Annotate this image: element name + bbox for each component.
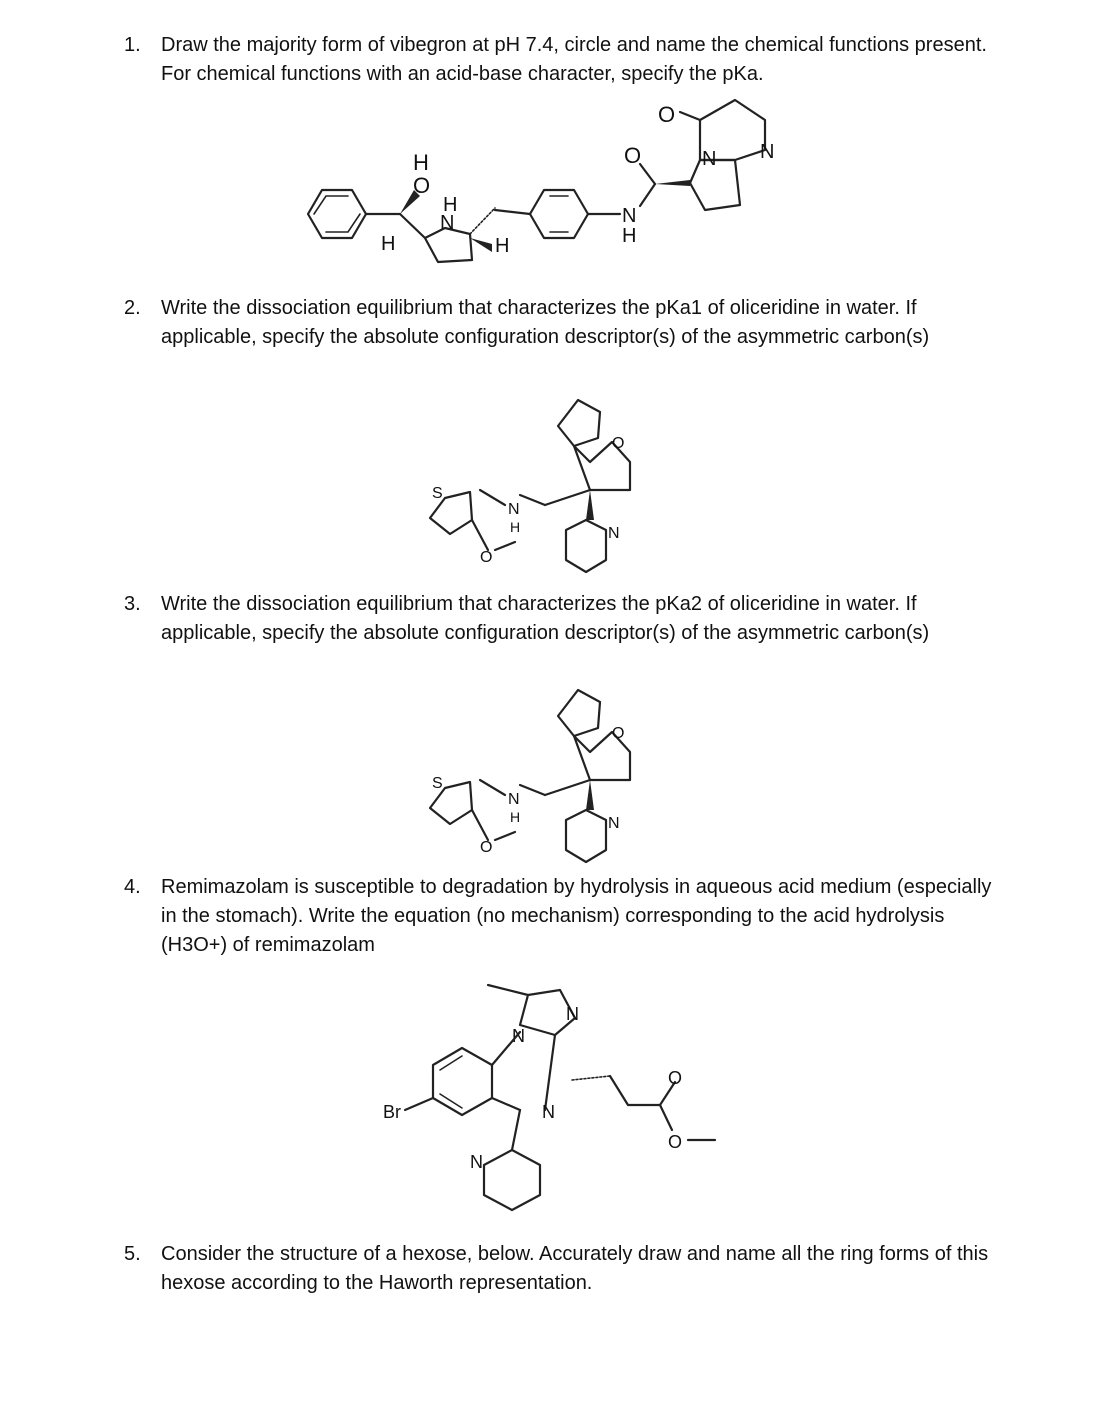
atom-N: N <box>622 205 637 227</box>
atom-N: N <box>542 1102 555 1122</box>
question-number: 2. <box>124 297 141 319</box>
atom-N: N <box>608 525 620 542</box>
question-text: Draw the majority form of vibegron at pH 7.4, circle and name the chemical functions present. For chemical functions with an acid-base character, specify the pKa. <box>161 34 987 85</box>
remimazolam-structure <box>0 970 1097 1230</box>
question-text: Write the dissociation equilibrium that characterizes the pKa1 of oliceridine in water. If applicable, specify the absolute configuration descriptor(s) of the asymmetric carbon(s) <box>161 297 930 348</box>
oliceridine-structure-2 <box>0 680 1097 880</box>
atom-N: N <box>702 148 717 170</box>
question-4 <box>124 873 994 960</box>
atom-O: O <box>612 435 625 452</box>
atom-S: S <box>432 775 443 792</box>
atom-N: N <box>440 212 455 234</box>
atom-N: N <box>508 791 520 808</box>
question-text: Write the dissociation equilibrium that characterizes the pKa2 of oliceridine in water. If applicable, specify the absolute configuration descriptor(s) of the asymmetric carbon(s) <box>161 593 930 644</box>
atom-N: N <box>512 1026 525 1046</box>
question-3 <box>124 590 994 648</box>
atom-H: H <box>495 235 510 257</box>
question-text: Remimazolam is susceptible to degradation by hydrolysis in aqueous acid medium (especially in the stomach). Write the equation (no mechanism) corresponding to the acid hydrolysis (H3O+) of remimazolam <box>161 876 992 956</box>
atom-N: N <box>760 141 775 163</box>
atom-N: N <box>508 501 520 518</box>
question-text: Consider the structure of a hexose, below. Accurately draw and name all the ring forms of this hexose according to the Haworth representation. <box>161 1243 989 1294</box>
atom-N: N <box>470 1152 483 1172</box>
atom-H: H <box>510 519 521 535</box>
atom-S: S <box>432 485 443 502</box>
atom-O: O <box>480 549 493 566</box>
atom-H: H <box>413 150 429 175</box>
question-5 <box>124 1240 994 1298</box>
atom-O: O <box>668 1068 683 1088</box>
atom-O: O <box>624 143 642 168</box>
question-2 <box>124 294 994 352</box>
atom-H: H <box>622 225 637 247</box>
atom-H: H <box>381 233 396 255</box>
atom-H: H <box>443 194 458 216</box>
atom-O: O <box>668 1132 683 1152</box>
oliceridine-structure-1 <box>0 390 1097 590</box>
atom-N: N <box>566 1004 579 1024</box>
question-number: 1. <box>124 34 141 56</box>
question-number: 3. <box>124 593 141 615</box>
atom-O: O <box>413 173 431 198</box>
atom-O: O <box>480 839 493 856</box>
vibegron-structure <box>0 0 1097 300</box>
atom-H: H <box>510 809 521 825</box>
atom-O: O <box>612 725 625 742</box>
atom-N: N <box>608 815 620 832</box>
atom-O: O <box>658 102 676 127</box>
question-number: 4. <box>124 876 141 898</box>
atom-Br: Br <box>383 1102 401 1122</box>
question-number: 5. <box>124 1243 141 1265</box>
